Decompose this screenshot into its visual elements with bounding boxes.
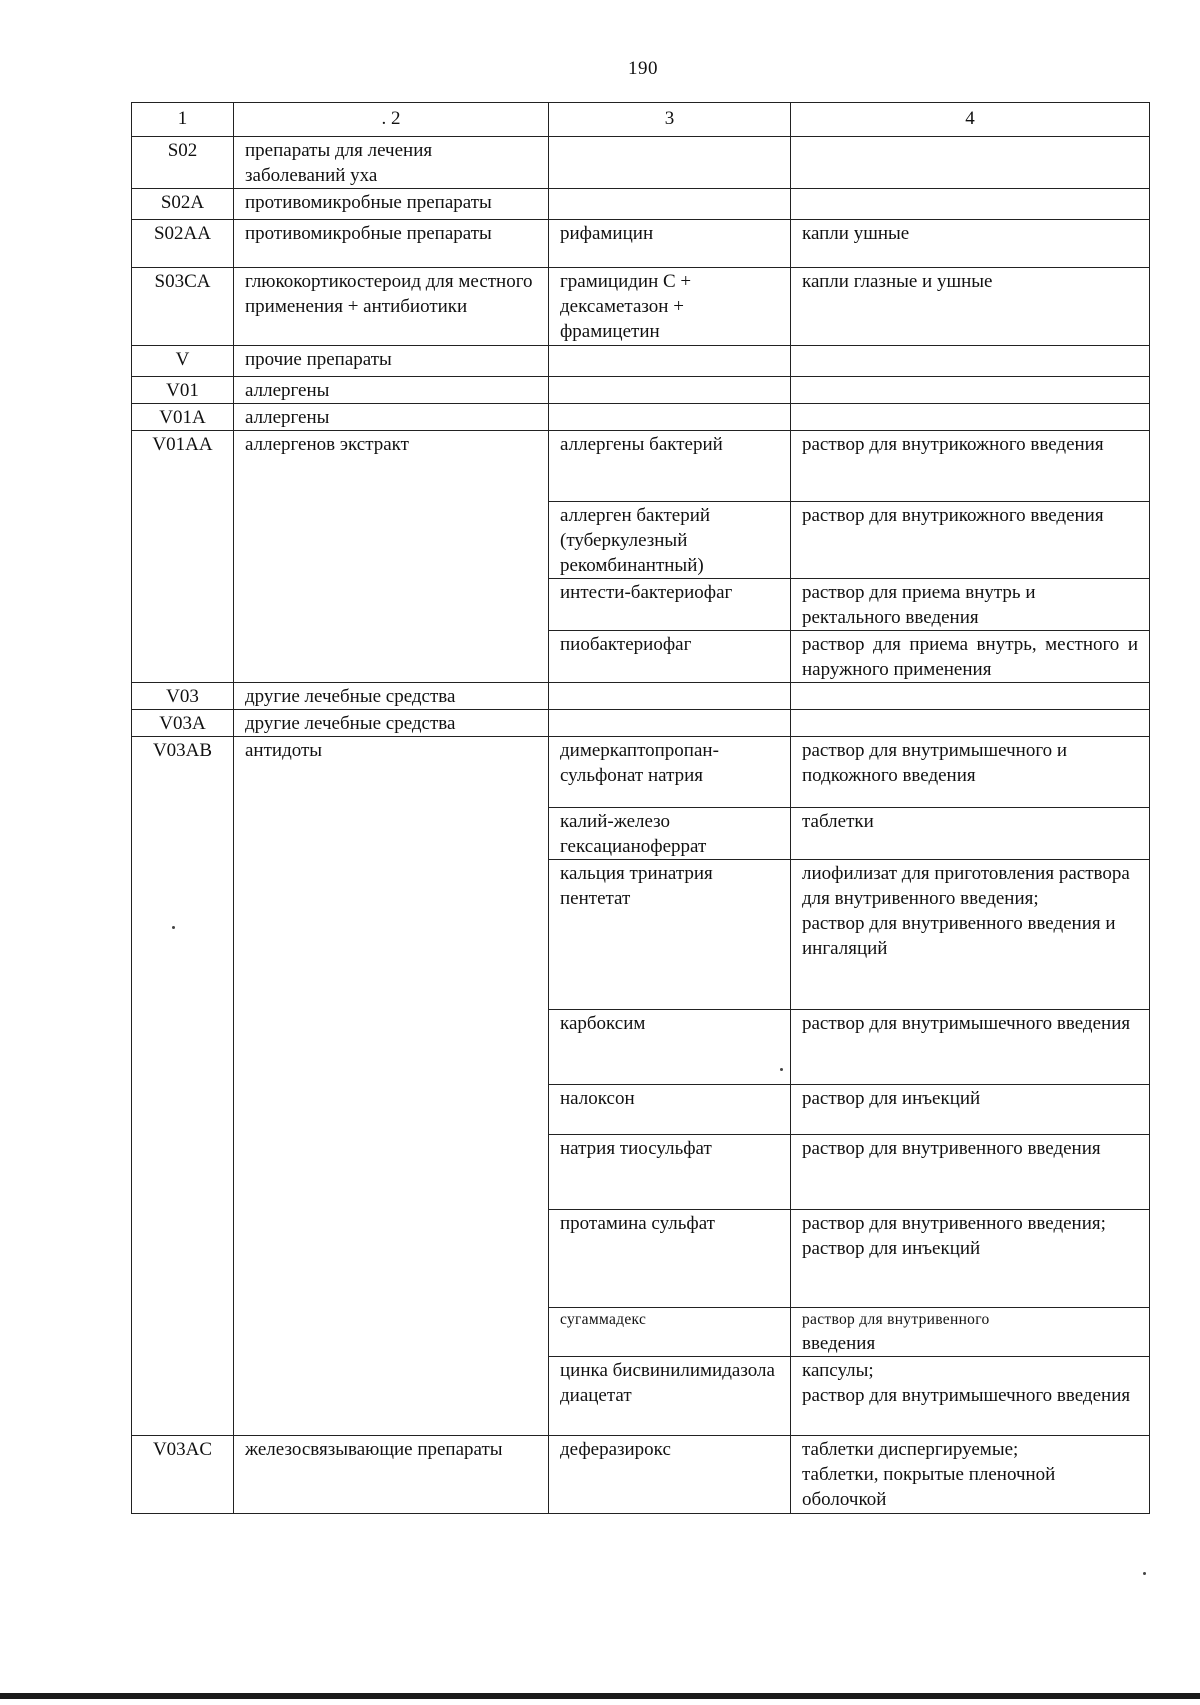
table-row (132, 710, 1150, 737)
drug-cell: калий-железо гексацианоферрат (549, 808, 791, 860)
drug-cell (549, 346, 791, 377)
atc-code-cell: V03AB (132, 737, 234, 1436)
form-line: капсулы; (802, 1360, 874, 1381)
atc-code-cell: S02 (132, 137, 234, 189)
drug-cell: налоксон (549, 1085, 791, 1135)
atc-code-cell: S03CA (132, 268, 234, 346)
atc-code-cell: V03A (132, 710, 234, 737)
drug-cell: пиобактериофаг (549, 631, 791, 683)
form-cell (791, 860, 1150, 1010)
form-line: таблетки, покрытые пленочной оболочкой (802, 1464, 1056, 1510)
form-cell: раствор для инъекций (791, 1085, 1150, 1135)
form-cell (791, 683, 1150, 710)
form-line: введения (802, 1333, 876, 1354)
form-cell: раствор для внутривенного введения (791, 1135, 1150, 1210)
drug-cell: димеркаптопропан-сульфонат натрия (549, 737, 791, 808)
table-row (132, 346, 1150, 377)
page-number: 190 (628, 58, 658, 79)
atc-code-cell: S02AA (132, 220, 234, 268)
drug-cell: интести-бактериофаг (549, 579, 791, 631)
form-cell: раствор для внутримышечного и подкожного введения (791, 737, 1150, 808)
drug-cell (549, 137, 791, 189)
form-line: раствор для внутривенного введения; (802, 1213, 1106, 1234)
scan-speck (172, 926, 175, 929)
group-cell: аллергены (234, 377, 549, 404)
column-header-3: 3 (549, 103, 791, 137)
atc-code-cell: V01 (132, 377, 234, 404)
scan-speck (780, 1068, 783, 1071)
drug-cell: протамина сульфат (549, 1210, 791, 1308)
table-row (132, 404, 1150, 431)
table-row (132, 683, 1150, 710)
form-cell: капли глазные и ушные (791, 268, 1150, 346)
drug-cell: натрия тиосульфат (549, 1135, 791, 1210)
form-cell: раствор для внутрикожного введения (791, 502, 1150, 579)
form-line: раствор для внутривенного введения и ингаляций (802, 913, 1116, 959)
table-row (132, 431, 1150, 502)
atc-code-cell: V01AA (132, 431, 234, 683)
drug-cell: аллергены бактерий (549, 431, 791, 502)
atc-code-cell: S02A (132, 189, 234, 220)
form-cell (791, 137, 1150, 189)
form-cell (791, 1210, 1150, 1308)
form-line: раствор для внутримышечного введения (802, 1385, 1131, 1406)
group-cell: антидоты (234, 737, 549, 1436)
group-cell: железосвязывающие препараты (234, 1436, 549, 1514)
drug-cell: сугаммадекс (549, 1308, 791, 1357)
form-cell (791, 346, 1150, 377)
group-cell: аллергены (234, 404, 549, 431)
table-row (132, 1436, 1150, 1514)
form-cell (791, 377, 1150, 404)
table-row (132, 189, 1150, 220)
table-row (132, 737, 1150, 808)
drug-cell: карбоксим (549, 1010, 791, 1085)
drug-cell: деферазирокс (549, 1436, 791, 1514)
drug-cell: аллерген бактерий (туберкулезный рекомбинантный) (549, 502, 791, 579)
atc-code-cell: V01A (132, 404, 234, 431)
column-header-2: . 2 (234, 103, 549, 137)
drug-cell: цинка бисвинилимидазола диацетат (549, 1357, 791, 1436)
table-header-row (132, 103, 1150, 137)
group-cell: другие лечебные средства (234, 710, 549, 737)
drug-cell (549, 683, 791, 710)
form-cell: раствор для приема внутрь и ректального введения (791, 579, 1150, 631)
column-header-4: 4 (791, 103, 1150, 137)
atc-code-cell: V03 (132, 683, 234, 710)
drug-cell (549, 377, 791, 404)
table-row (132, 268, 1150, 346)
scan-edge-bar (0, 1693, 1200, 1699)
atc-code-cell: V (132, 346, 234, 377)
form-cell (791, 1436, 1150, 1514)
form-cell (791, 1357, 1150, 1436)
form-line: лиофилизат для приготовления раствора для внутривенного введения; (802, 863, 1130, 909)
table-row (132, 220, 1150, 268)
drug-cell: грамицидин С + дексаметазон + фрамицетин (549, 268, 791, 346)
group-cell: противомикробные препараты (234, 220, 549, 268)
group-cell: прочие препараты (234, 346, 549, 377)
form-cell: таблетки (791, 808, 1150, 860)
form-cell (791, 710, 1150, 737)
atc-code-cell: V03AC (132, 1436, 234, 1514)
drug-cell: рифамицин (549, 220, 791, 268)
drug-cell (549, 710, 791, 737)
table-row (132, 377, 1150, 404)
form-line: раствор для инъекций (802, 1238, 981, 1259)
table-row (132, 137, 1150, 189)
form-cell: капли ушные (791, 220, 1150, 268)
form-cell: раствор для внутримышечного введения (791, 1010, 1150, 1085)
group-cell: глюкокортикостероид для местного применения + антибиотики (234, 268, 549, 346)
scan-speck (1143, 1572, 1146, 1575)
group-cell: препараты для лечения заболеваний уха (234, 137, 549, 189)
form-line: раствор для внутривенного (802, 1311, 990, 1328)
form-cell (791, 189, 1150, 220)
drug-table (131, 102, 1150, 1514)
group-cell: противомикробные препараты (234, 189, 549, 220)
form-cell: раствор для приема внутрь, местного и наружного применения (791, 631, 1150, 683)
drug-cell (549, 189, 791, 220)
group-cell: другие лечебные средства (234, 683, 549, 710)
group-cell: аллергенов экстракт (234, 431, 549, 683)
form-cell (791, 1308, 1150, 1357)
form-cell (791, 404, 1150, 431)
form-cell: раствор для внутрикожного введения (791, 431, 1150, 502)
column-header-1: 1 (132, 103, 234, 137)
form-line: таблетки диспергируемые; (802, 1439, 1019, 1460)
drug-cell: кальция тринатрия пентетат (549, 860, 791, 1010)
drug-cell (549, 404, 791, 431)
